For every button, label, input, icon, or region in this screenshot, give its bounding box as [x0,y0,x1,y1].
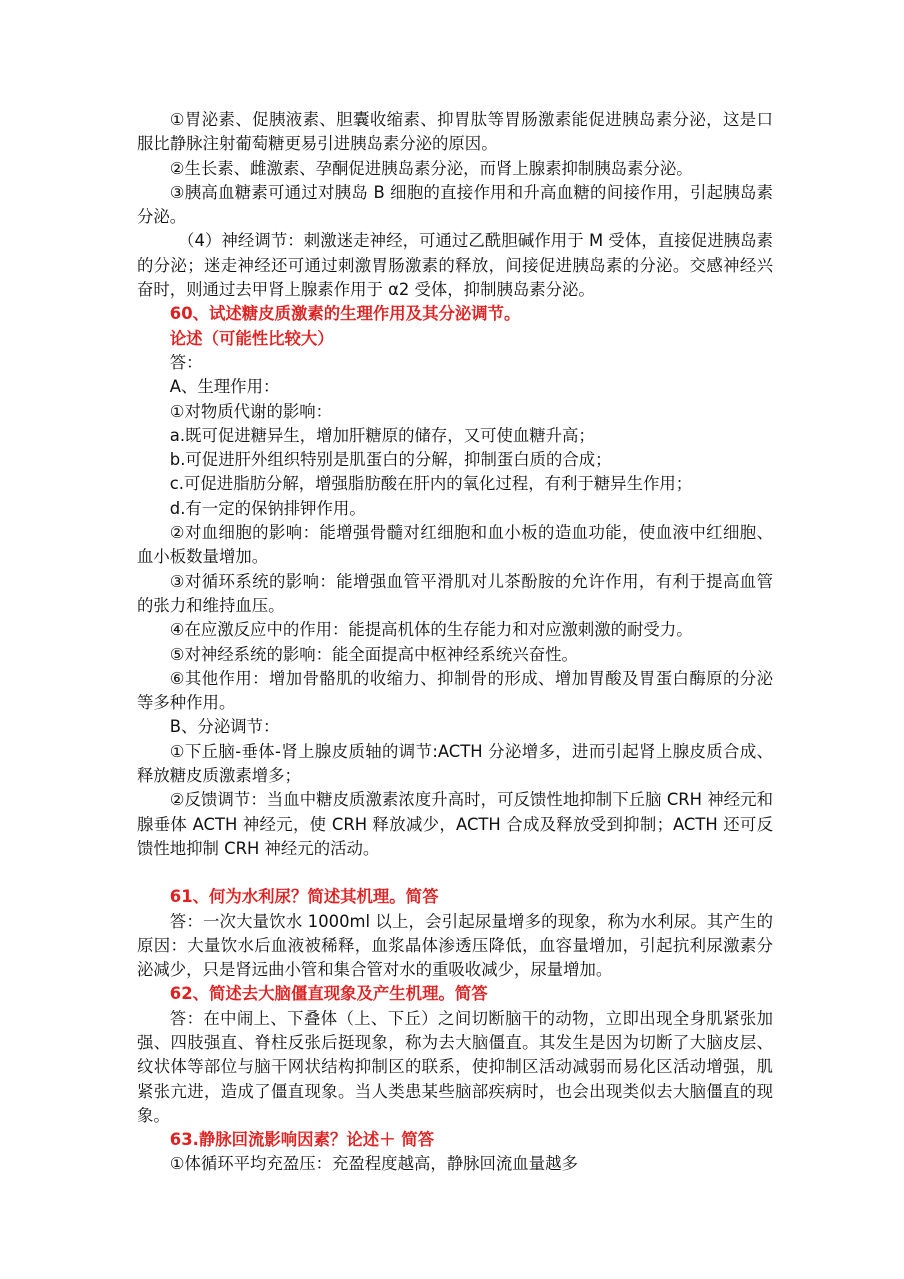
section-label: A、生理作用： [169,377,280,397]
paragraph: ⑥其他作用：增加骨骼肌的收缩力、抑制骨的形成、增加胃酸及胃蛋白酶原的分泌等多种作用。 [137,668,773,713]
blank-line [137,861,773,885]
paragraph: （4）神经调节：刺激迷走神经，可通过乙酰胆碱作用于 M 受体，直接促进胰岛素的分泌；迷走神经还可通过刺激胃肠激素的释放，间接促进胰岛素的分泌。交感神经兴奋时，则通过去甲肾上腺素作用于 α2 受体，抑制胰岛素分泌。 [137,231,773,300]
paragraph: b.可促进肝外组织特别是肌蛋白的分解，抑制蛋白质的合成； [169,450,612,470]
paragraph: ⑤对神经系统的影响：能全面提高中枢神经系统兴奋性。 [169,644,578,664]
question-type-label: 论述（可能性比较大） [169,328,334,348]
paragraph: ②反馈调节：当血中糖皮质激素浓度升高时，可反馈性地抑制下丘脑 CRH 神经元和腺垂体 ACTH 神经元，使 CRH 释放减少，ACTH 合成及释放受到抑制；ACTH 还可反馈性地抑制 CRH 神经元的活动。 [137,790,773,858]
paragraph: ②生长素、雌激素、孕酮促进胰岛素分泌，而肾上腺素抑制胰岛素分泌。 [169,158,693,178]
paragraph: ①胃泌素、促胰液素、胆囊收缩素、抑胃肽等胃肠激素能促进胰岛素分泌，这是口服比静脉注射葡萄糖更易引进胰岛素分泌的原因。 [137,110,773,154]
document-page [137,108,773,1177]
paragraph: ④在应激反应中的作用：能提高机体的生存能力和对应激刺激的耐受力。 [169,620,693,640]
answer-label: 答： [169,352,203,372]
question-heading: 63.静脉回流影响因素？论述＋ 简答 [169,1130,435,1150]
paragraph: ②对血细胞的影响：能增强骨髓对红细胞和血小板的造血功能，使血液中红细胞、血小板数量增加。 [137,523,773,567]
paragraph: ③胰高血糖素可通过对胰岛 B 细胞的直接作用和升高血糖的间接作用，引起胰岛素分泌。 [137,182,773,227]
question-heading: 61、何为水利尿？简述其机理。简答 [169,887,439,907]
paragraph: ③对循环系统的影响：能增强血管平滑肌对儿茶酚胺的允许作用，有利于提高血管的张力和维持血压。 [137,571,773,615]
paragraph: 答：一次大量饮水 1000ml 以上，会引起尿量增多的现象，称为水利尿。其产生的原因：大量饮水后血液被稀释，血浆晶体渗透压降低，血容量增加，引起抗利尿激素分泌减少，只是肾远曲小管和集合管对水的重吸收减少，尿量增加。 [137,911,773,980]
paragraph: c.可促进脂肪分解，增强脂肪酸在肝内的氧化过程，有利于糖异生作用； [169,474,693,494]
paragraph: a.既可促进糖异生，增加肝糖原的储存，又可使血糖升高； [169,425,595,445]
paragraph: d.有一定的保钠排钾作用。 [169,498,366,518]
paragraph: ①体循环平均充盈压：充盈程度越高，静脉回流血量越多 [169,1154,578,1174]
paragraph: ①对物质代谢的影响： [169,401,333,421]
question-heading: 62、简述去大脑僵直现象及产生机理。简答 [169,984,488,1004]
paragraph: 答：在中闹上、下叠体（上、下丘）之间切断脑干的动物，立即出现全身肌紧张加强、四肢强直、脊柱反张后挺现象，称为去大脑僵直。其发生是因为切断了大脑皮层、纹状体等部位与脑干网状结构抑制区的联系，使抑制区活动减弱而易化区活动增强，肌紧张亢进，造成了僵直现象。当人类患某些脑部疾病时，也会出现类似去大脑僵直的现象。 [137,1008,773,1125]
section-label: B、分泌调节： [169,717,280,737]
question-heading: 60、试述糖皮质激素的生理作用及其分泌调节。 [169,304,521,324]
paragraph: ①下丘脑-垂体-肾上腺皮质轴的调节:ACTH 分泌增多，进而引起肾上腺皮质合成、释放糖皮质激素增多； [137,741,773,786]
